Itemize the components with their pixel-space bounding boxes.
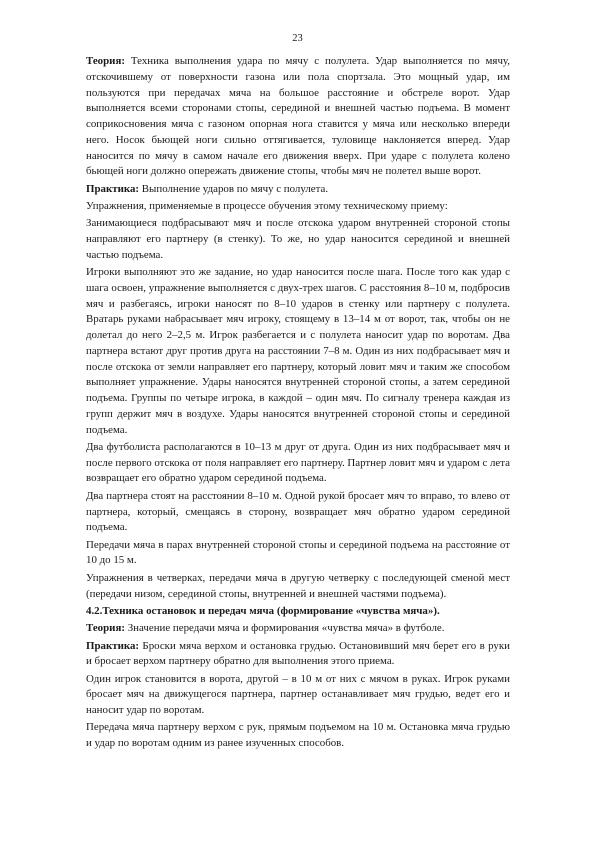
paragraph-theory-passes (86, 621, 510, 637)
paragraph-practice-passes (86, 639, 510, 671)
paragraph-text: Занимающиеся подбрасывают мяч и после отскока ударом внутренней стороной стопы направляют его партнеру (в стенку). То же, но удар наносится серединой и внешней частью подъема. (86, 217, 510, 261)
paragraph-exercise-7 (86, 672, 510, 719)
paragraph-lead: Теория: (86, 622, 125, 635)
paragraph-exercises-intro (86, 199, 510, 215)
paragraph-exercise-5 (86, 538, 510, 570)
paragraph-exercise-4 (86, 489, 510, 536)
paragraph-text: Один игрок становится в ворота, другой – в 10 м от них с мячом в руках. Игрок руками бросает мяч на движущегося партнера, партнер останавливает мяч грудью, ведет его и наносит удар по воротам. (86, 672, 510, 717)
paragraph-text: Два футболиста располагаются в 10–13 м друг от друга. Один из них подбрасывает мяч и после первого отскока от поля направляет его партнеру. Партнер ловит мяч и ударом с лета возвращает его обратно ударом серединой подъема. (86, 440, 510, 485)
paragraph-practice-volley (86, 182, 510, 198)
paragraph-text: Техника выполнения удара по мячу с полулета. Удар выполняется по мячу, отскочившему от поверхности газона или пола спортзала. Это мощный удар, им пользуются при передачах мяча на большое расстояние и обстреле ворот. Удар выполняется всеми сторонами стопы, серединой и внешней частью подъема. В момент соприкосновения мяча с газоном опорная нога ставится у мяча или несколько впереди него. Носок бьющей ноги сильно оттягивается, туловище наклоняется вперед. Удар наносится по мячу в самом начале его движения вверх. При ударе с полулета колено бьющей ноги должно опережать движение стопы, чтобы мяч не полетел выше ворот. (86, 55, 510, 178)
paragraph-exercise-1 (86, 216, 510, 263)
paragraph-exercise-6 (86, 571, 510, 603)
paragraph-text: Значение передачи мяча и формирования «чувства мяча» в футболе. (124, 622, 445, 635)
paragraph-text: Два партнера стоят на расстоянии 8–10 м. Одной рукой бросает мяч то вправо, то влево от партнера, который, смещаясь в сторону, возвращает мяч обратно ударом серединой подъема. (86, 489, 510, 534)
paragraph-exercise-2 (86, 265, 510, 438)
paragraph-lead: Теория: (86, 55, 125, 67)
section-heading-text: 4.2.Техника остановок и передач мяча (формирование «чувства мяча»). (86, 604, 440, 617)
paragraph-text: Упражнения, применяемые в процессе обучения этому техническому приему: (86, 199, 448, 212)
paragraph-lead: Практика: (86, 639, 140, 652)
paragraph-exercise-8 (86, 720, 510, 752)
paragraph-lead: Практика: (86, 182, 140, 195)
paragraph-exercise-3 (86, 440, 510, 487)
paragraph-theory-volley (86, 54, 510, 180)
document-body (86, 54, 510, 754)
paragraph-text: Упражнения в четверках, передачи мяча в другую четверку с последующей сменой мест (передачи низом, серединой стопы, внутренней и внешней частями подъема). (86, 571, 510, 600)
paragraph-text: Выполнение ударов по мячу с полулета. (139, 182, 329, 195)
page-number: 23 (292, 33, 303, 44)
paragraph-text: Передача мяча партнеру верхом с рук, прямым подъемом на 10 м. Остановка мяча грудью и удар по воротам одним из ранее изученных способов. (86, 721, 510, 750)
section-heading (86, 604, 510, 620)
paragraph-text: Броски мяча верхом и остановка грудью. Остановивший мяч берет его в руки и бросает верхом партнеру обратно для выполнения этого приема. (86, 639, 510, 668)
paragraph-text: Игроки выполняют это же задание, но удар наносится после шага. После того как удар с шага освоен, упражнение выполняется с двух-трех шагов. С расстояния 8–10 м, подбросив мяч и разбегаясь, игроки наносят по 8–10 ударов в стенку или партнеру с полулета. Вратарь руками набрасывает мяч игроку, стоящему в 13–14 м от ворот, так, чтобы он не долетал до него 2–2,5 м. Игрок разбегается и с полулета наносит удар по воротам. Два партнера встают друг против друга на расстоянии 7–8 м. Один из них подбрасывает мяч и после отскока от земли направляет его партнеру, который ловит мяч и таким же способом выполняет упражнение. Удары наносятся внутренней стороной стопы, а затем серединой подъема. Группы по четыре игрока, в каждой – один мяч. По сигналу тренера каждая из групп держит мяч в воздухе. Удары наносятся внутренней стороной стопы и серединой подъема. (86, 266, 510, 436)
paragraph-text: Передачи мяча в парах внутренней стороной стопы и серединой подъема на расстояние от 10 до 15 м. (86, 538, 510, 567)
